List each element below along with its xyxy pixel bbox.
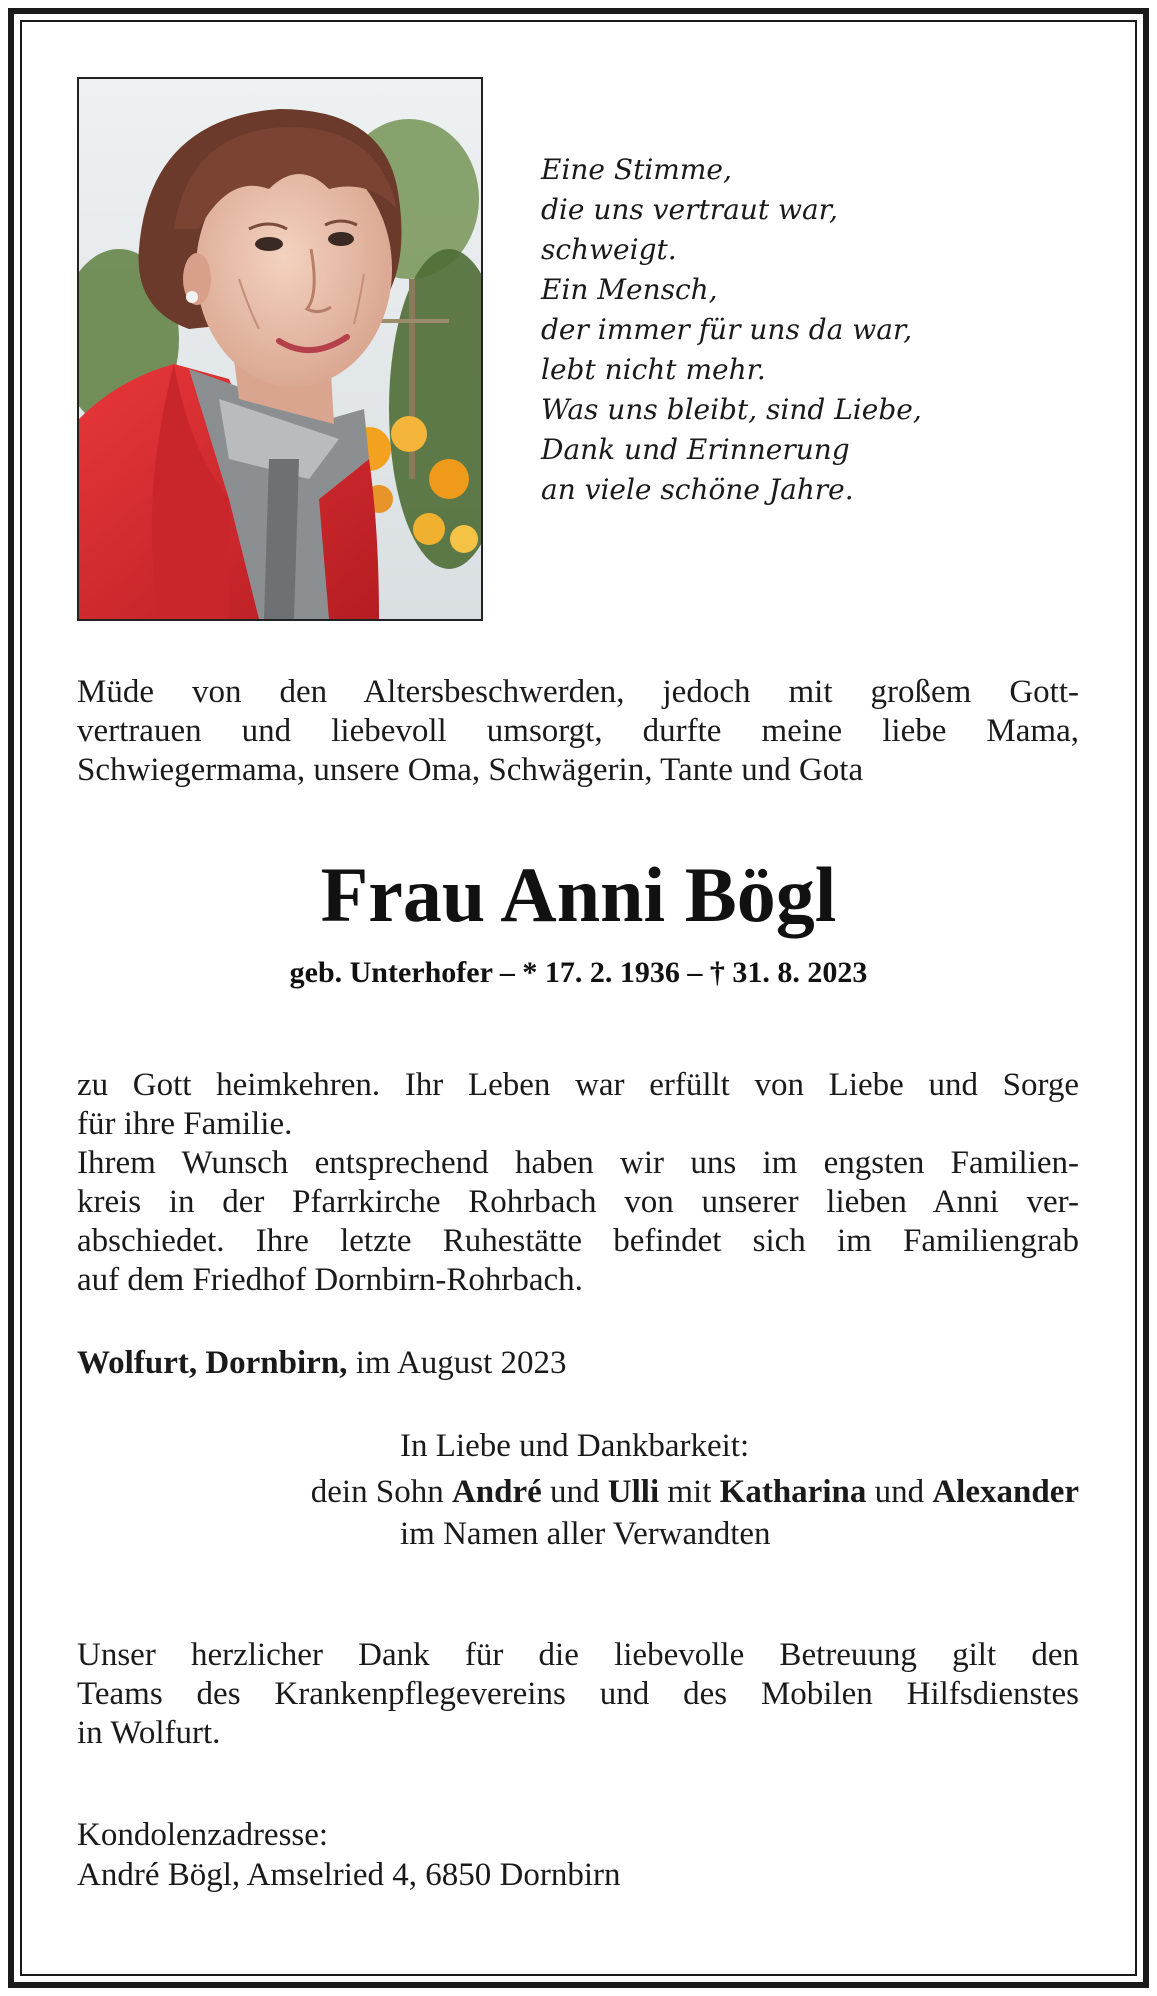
body-line: für ihre Familie. [77, 1106, 293, 1142]
place-month: im August 2023 [355, 1345, 567, 1381]
poem [541, 150, 922, 510]
body-line: auf dem Friedhof Dornbirn-Rohrbach. [77, 1262, 583, 1298]
sig-with: mit [667, 1474, 712, 1510]
intro-line: Müde von den Altersbeschwerden, jedoch mit großem Gott- [77, 674, 1079, 710]
poem-line: der immer für uns da war, [541, 313, 913, 346]
poem-line: Dank und Erinnerung [541, 433, 850, 466]
body-line: zu Gott heimkehren. Ihr Leben war erfüllt von Liebe und Sorge [77, 1067, 1079, 1103]
portrait-photo [77, 77, 483, 621]
place-date [77, 1344, 567, 1383]
sig-name-alexander: Alexander [932, 1474, 1079, 1510]
poem-line: Eine Stimme, [541, 153, 732, 186]
condolence-address: André Bögl, Amselried 4, 6850 Dornbirn [77, 1857, 621, 1893]
body-line: kreis in der Pfarrkirche Rohrbach von unserer lieben Anni ver- [77, 1184, 1079, 1220]
intro-paragraph [77, 673, 1079, 790]
condolence-label: Kondolenzadresse: [77, 1817, 329, 1853]
poem-line: lebt nicht mehr. [541, 353, 766, 386]
poem-line: die uns vertraut war, [541, 193, 838, 226]
thanks-line: Teams des Krankenpflegevereins und des Mobilen Hilfsdienstes [77, 1676, 1079, 1712]
body-paragraph [77, 1066, 1079, 1300]
sig-name-katharina: Katharina [719, 1474, 867, 1510]
thanks-line: in Wolfurt. [77, 1715, 221, 1751]
poem-line: Ein Mensch, [541, 273, 718, 306]
thanks-line: Unser herzlicher Dank für die liebevolle Betreuung gilt den [77, 1637, 1079, 1673]
poem-line: schweigt. [541, 233, 677, 266]
sig-name-ulli: Ulli [607, 1474, 660, 1510]
signature-heading: In Liebe und Dankbarkeit: [400, 1428, 750, 1464]
poem-line: an viele schöne Jahre. [541, 473, 854, 506]
poem-line: Was uns bleibt, sind Liebe, [541, 393, 922, 426]
signature-closing: im Namen aller Verwandten [400, 1516, 771, 1552]
intro-line: vertrauen und liebevoll umsorgt, durfte meine liebe Mama, [77, 713, 1079, 749]
body-line: Ihrem Wunsch entsprechend haben wir uns im engsten Familien- [77, 1145, 1079, 1181]
body-line: abschiedet. Ihre letzte Ruhestätte befindet sich im Familiengrab [77, 1223, 1079, 1259]
place-towns: Wolfurt, Dornbirn, [77, 1345, 348, 1381]
deceased-dates: geb. Unterhofer – * 17. 2. 1936 – † 31. 8. 2023 [289, 956, 868, 989]
sig-and: und [874, 1474, 925, 1510]
sig-prefix: dein Sohn [310, 1474, 444, 1510]
intro-line: Schwiegermama, unsere Oma, Schwägerin, Tante und Gota [77, 752, 864, 788]
signature-family [311, 1473, 1079, 1512]
thanks-paragraph [77, 1636, 1079, 1753]
sig-and: und [550, 1474, 600, 1510]
sig-name-andre: André [451, 1474, 542, 1510]
deceased-name: Frau Anni Bögl [320, 851, 837, 938]
